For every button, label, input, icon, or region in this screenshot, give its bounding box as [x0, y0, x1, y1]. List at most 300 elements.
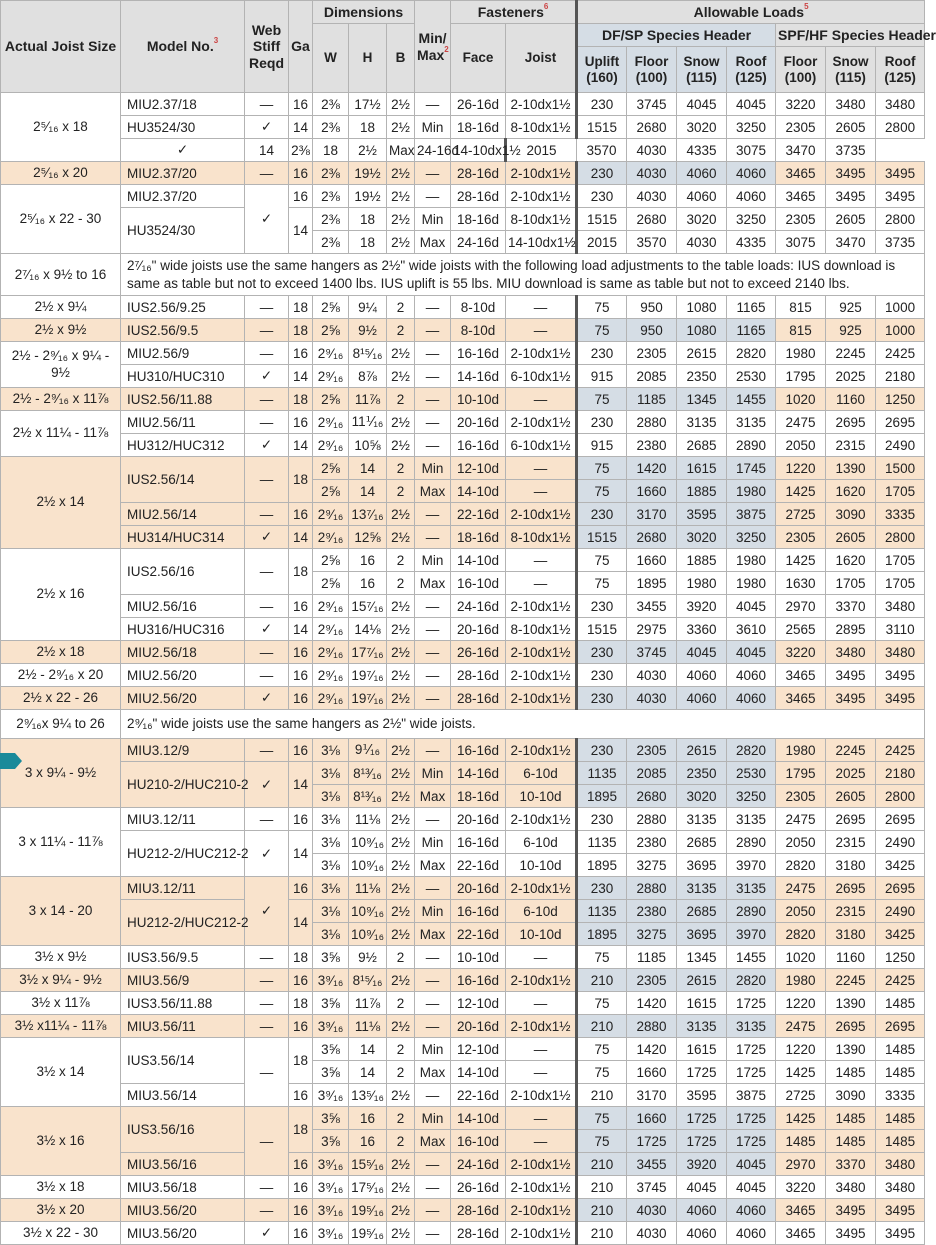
- spf-roof-cell: 2800: [876, 116, 925, 139]
- gauge-cell: 14: [289, 831, 313, 877]
- df-floor-cell: 4030: [627, 185, 677, 208]
- width-cell: 2⁹⁄₁₆: [313, 342, 349, 365]
- df-snow-cell: 1885: [677, 549, 727, 572]
- bearing-cell: 2½: [387, 1222, 415, 1245]
- min-max-cell: Max: [415, 231, 451, 254]
- df-roof-cell: 1725: [727, 1038, 776, 1061]
- spf-roof-cell: 3495: [876, 687, 925, 710]
- df-floor-cell: 1420: [627, 1038, 677, 1061]
- web-stiffener-cell: —: [245, 992, 289, 1015]
- df-uplift-cell: 1515: [577, 116, 627, 139]
- face-fastener-cell: 10-10d: [451, 946, 506, 969]
- df-floor-cell: 1420: [627, 457, 677, 480]
- spf-roof-cell: 1705: [876, 480, 925, 503]
- joist-size-cell: 2⁷⁄₁₆ x 9½ to 16: [1, 254, 121, 296]
- df-snow-cell: 3020: [677, 526, 727, 549]
- df-snow-cell: 2685: [677, 434, 727, 457]
- spf-floor-cell: 2820: [776, 854, 826, 877]
- df-snow-cell: 1980: [677, 572, 727, 595]
- joist-fastener-cell: —: [506, 480, 577, 503]
- width-cell: 3⁹⁄₁₆: [313, 1153, 349, 1176]
- height-cell: 8¹⁵⁄₁₆: [349, 342, 387, 365]
- df-snow-cell: 4030: [627, 139, 677, 162]
- bearing-cell: 2½: [387, 434, 415, 457]
- gauge-cell: 14: [289, 434, 313, 457]
- table-body: [1, 93, 925, 1245]
- col-allowable-loads: Allowable Loads$^5$: [577, 1, 925, 24]
- df-roof-cell: 2530: [727, 365, 776, 388]
- gauge-cell: 14: [289, 618, 313, 641]
- spf-roof-cell: 3480: [876, 1153, 925, 1176]
- bearing-cell: 2½: [387, 854, 415, 877]
- model-number-cell: HU316/HUC316: [121, 618, 245, 641]
- spf-snow-cell: 1160: [826, 388, 876, 411]
- table-row: [1, 342, 925, 365]
- bearing-cell: 2½: [387, 664, 415, 687]
- col-ga: Ga: [289, 1, 313, 93]
- min-max-cell: —: [415, 342, 451, 365]
- model-number-cell: IUS3.56/14: [121, 1038, 245, 1084]
- joist-fastener-cell: 14-10dx1½: [506, 231, 577, 254]
- bearing-cell: 2: [387, 1061, 415, 1084]
- width-cell: 2⅝: [313, 296, 349, 319]
- df-floor-cell: 2975: [627, 618, 677, 641]
- model-number-cell: HU210-2/HUC210-2: [121, 762, 245, 808]
- spf-roof-cell: 3110: [876, 618, 925, 641]
- face-fastener-cell: 22-16d: [451, 503, 506, 526]
- web-stiffener-cell: —: [245, 1176, 289, 1199]
- bearing-cell: 2: [387, 1038, 415, 1061]
- table-row: [1, 1038, 925, 1061]
- web-stiffener-cell: —: [245, 739, 289, 762]
- face-fastener-cell: 22-16d: [451, 854, 506, 877]
- joist-size-cell: 2½ x 16: [1, 549, 121, 641]
- height-cell: 14: [349, 1061, 387, 1084]
- df-floor-cell: 3745: [627, 1176, 677, 1199]
- df-snow-cell: 1885: [677, 480, 727, 503]
- joist-fastener-cell: —: [506, 946, 577, 969]
- joist-size-cell: 3 x 9¼ - 9½: [1, 739, 121, 808]
- spf-roof-cell: 3480: [876, 93, 925, 116]
- df-floor-cell: 1660: [627, 549, 677, 572]
- model-number-cell: HU3524/30: [121, 208, 245, 254]
- spf-roof-cell: 2425: [876, 969, 925, 992]
- df-uplift-cell: 230: [577, 664, 627, 687]
- height-cell: 9½: [349, 319, 387, 342]
- min-max-cell: Max: [415, 480, 451, 503]
- df-uplift-cell: 230: [577, 93, 627, 116]
- model-number-cell: MIU2.56/16: [121, 595, 245, 618]
- df-roof-cell: 2820: [727, 739, 776, 762]
- spf-snow-cell: 3495: [826, 1222, 876, 1245]
- spf-snow-cell: 2245: [826, 969, 876, 992]
- face-fastener-cell: 22-16d: [451, 923, 506, 946]
- joist-fastener-cell: 2-10dx1½: [506, 687, 577, 710]
- spf-roof-cell: 1485: [876, 1107, 925, 1130]
- table-row: [1, 185, 925, 208]
- width-cell: 2⁹⁄₁₆: [313, 595, 349, 618]
- df-snow-cell: 4060: [677, 185, 727, 208]
- df-snow-cell: 2615: [677, 342, 727, 365]
- df-floor-cell: 4030: [627, 687, 677, 710]
- df-roof-cell: 4060: [727, 162, 776, 185]
- table-row: [1, 595, 925, 618]
- df-floor-cell: 950: [627, 319, 677, 342]
- df-uplift-cell: 230: [577, 641, 627, 664]
- spf-floor-cell: 2050: [776, 831, 826, 854]
- df-uplift-cell: 915: [577, 365, 627, 388]
- col-h: H: [349, 24, 387, 93]
- df-uplift-cell: 210: [577, 1084, 627, 1107]
- height-cell: 11⅛: [349, 1015, 387, 1038]
- min-max-cell: Min: [415, 762, 451, 785]
- df-uplift-cell: 2015: [577, 231, 627, 254]
- height-cell: 9½: [349, 946, 387, 969]
- df-roof-cell: 2890: [727, 900, 776, 923]
- joist-fastener-cell: —: [506, 572, 577, 595]
- table-row: [1, 687, 925, 710]
- width-cell: 3⁹⁄₁₆: [313, 1015, 349, 1038]
- df-snow-cell: 2615: [677, 739, 727, 762]
- spf-floor-cell: 1425: [776, 549, 826, 572]
- face-fastener-cell: 16-16d: [451, 739, 506, 762]
- col-model-no: Model No.$^3$: [121, 1, 245, 93]
- width-cell: 3⁹⁄₁₆: [313, 1222, 349, 1245]
- spf-floor-cell: 2050: [776, 900, 826, 923]
- min-max-cell: —: [415, 1176, 451, 1199]
- df-uplift-cell: 75: [577, 549, 627, 572]
- joist-fastener-cell: —: [506, 1107, 577, 1130]
- model-number-cell: MIU2.56/18: [121, 641, 245, 664]
- web-stiffener-cell: —: [245, 664, 289, 687]
- joist-fastener-cell: 2-10dx1½: [506, 342, 577, 365]
- bearing-cell: 2½: [387, 411, 415, 434]
- spf-roof-cell: 1500: [876, 457, 925, 480]
- bearing-cell: 2½: [387, 93, 415, 116]
- height-cell: 14: [349, 480, 387, 503]
- face-fastener-cell: 18-16d: [451, 116, 506, 139]
- face-fastener-cell: 12-10d: [451, 992, 506, 1015]
- df-snow-cell: 4060: [677, 162, 727, 185]
- spf-snow-cell: 3470: [826, 231, 876, 254]
- bearing-cell: 2½: [387, 526, 415, 549]
- gauge-cell: 14: [289, 208, 313, 254]
- table-row: [1, 969, 925, 992]
- joist-size-cell: 2½ - 2⁹⁄₁₆ x 11⅞: [1, 388, 121, 411]
- model-number-cell: MIU3.12/11: [121, 808, 245, 831]
- height-cell: 19⁵⁄₁₆: [349, 1199, 387, 1222]
- joist-fastener-cell: 14-10dx1½: [451, 139, 506, 162]
- gauge-cell: 16: [289, 1153, 313, 1176]
- joist-fastener-cell: 2-10dx1½: [506, 1199, 577, 1222]
- face-fastener-cell: 8-10d: [451, 319, 506, 342]
- df-snow-cell: 1080: [677, 296, 727, 319]
- df-floor-cell: 4030: [627, 1222, 677, 1245]
- bearing-cell: 2½: [387, 116, 415, 139]
- gauge-cell: 16: [289, 93, 313, 116]
- width-cell: 2⁹⁄₁₆: [313, 434, 349, 457]
- model-number-cell: IUS2.56/9.25: [121, 296, 245, 319]
- df-roof-cell: 2820: [727, 969, 776, 992]
- spf-roof-cell: 2180: [876, 365, 925, 388]
- joist-fastener-cell: 2-10dx1½: [506, 595, 577, 618]
- height-cell: 15⁷⁄₁₆: [349, 595, 387, 618]
- model-number-cell: MIU3.56/18: [121, 1176, 245, 1199]
- bearing-cell: 2½: [387, 739, 415, 762]
- df-snow-cell: 3020: [677, 208, 727, 231]
- model-number-cell: MIU2.56/14: [121, 503, 245, 526]
- df-uplift-cell: 75: [577, 457, 627, 480]
- df-roof-cell: 4045: [727, 1153, 776, 1176]
- spf-floor-cell: 3465: [776, 185, 826, 208]
- spf-floor-cell: 2820: [776, 923, 826, 946]
- min-max-cell: Max: [415, 572, 451, 595]
- bearing-cell: 2: [387, 296, 415, 319]
- df-roof-cell: 4060: [727, 1222, 776, 1245]
- joist-fastener-cell: 2-10dx1½: [506, 93, 577, 116]
- spf-floor-cell: 3075: [776, 231, 826, 254]
- joist-size-cell: 3 x 14 - 20: [1, 877, 121, 946]
- spf-snow-cell: 1485: [826, 1107, 876, 1130]
- joist-size-cell: 2½ - 2⁹⁄₁₆ x 9¼ - 9½: [1, 342, 121, 388]
- spf-floor-cell: 1425: [776, 1061, 826, 1084]
- bearing-cell: 2½: [387, 1153, 415, 1176]
- joist-size-cell: 3½ x 20: [1, 1199, 121, 1222]
- min-max-cell: —: [415, 877, 451, 900]
- df-snow-cell: 1725: [677, 1061, 727, 1084]
- table-row: [1, 1107, 925, 1130]
- joist-fastener-cell: —: [506, 388, 577, 411]
- df-uplift-cell: 75: [577, 388, 627, 411]
- spf-snow-cell: 1485: [826, 1061, 876, 1084]
- spf-floor-cell: 2305: [776, 526, 826, 549]
- model-number-cell: MIU3.12/11: [121, 877, 245, 900]
- df-roof-cell: 2890: [727, 831, 776, 854]
- width-cell: 3⅝: [313, 1038, 349, 1061]
- df-uplift-cell: 75: [577, 992, 627, 1015]
- bearing-cell: 2½: [387, 969, 415, 992]
- joist-fastener-cell: —: [506, 1061, 577, 1084]
- face-fastener-cell: 28-16d: [451, 162, 506, 185]
- bearing-cell: 2: [387, 572, 415, 595]
- height-cell: 16: [349, 1107, 387, 1130]
- joist-fastener-cell: 2-10dx1½: [506, 877, 577, 900]
- joist-fastener-cell: 10-10d: [506, 923, 577, 946]
- width-cell: 3⅛: [313, 900, 349, 923]
- spf-snow-cell: 2245: [826, 739, 876, 762]
- df-floor-cell: 1895: [627, 572, 677, 595]
- web-stiffener-cell: —: [245, 1015, 289, 1038]
- face-fastener-cell: 20-16d: [451, 808, 506, 831]
- gauge-cell: 18: [289, 549, 313, 595]
- df-uplift-cell: 1515: [577, 618, 627, 641]
- joist-fastener-cell: —: [506, 1038, 577, 1061]
- height-cell: 11⅞: [349, 388, 387, 411]
- joist-size-cell: 3 x 11¼ - 11⅞: [1, 808, 121, 877]
- df-uplift-cell: 2015: [506, 139, 577, 162]
- face-fastener-cell: 20-16d: [451, 618, 506, 641]
- df-roof-cell: 2530: [727, 762, 776, 785]
- min-max-cell: Min: [415, 831, 451, 854]
- width-cell: 2⅝: [313, 388, 349, 411]
- joist-fastener-cell: 2-10dx1½: [506, 739, 577, 762]
- width-cell: 2⅝: [313, 457, 349, 480]
- spf-floor-cell: 1795: [776, 762, 826, 785]
- df-roof-cell: 4060: [727, 664, 776, 687]
- spf-roof-cell: 1000: [876, 319, 925, 342]
- joist-fastener-cell: 2-10dx1½: [506, 1176, 577, 1199]
- face-fastener-cell: 28-16d: [451, 664, 506, 687]
- model-number-cell: MIU3.56/16: [121, 1153, 245, 1176]
- df-uplift-cell: 1895: [577, 785, 627, 808]
- col-df-roof: Roof (125): [727, 47, 776, 93]
- df-floor-cell: 1420: [627, 992, 677, 1015]
- spf-snow-cell: 3470: [776, 139, 826, 162]
- table-row: [1, 992, 925, 1015]
- bearing-cell: 2½: [387, 595, 415, 618]
- spf-roof-cell: 1485: [876, 1061, 925, 1084]
- table-row: [1, 526, 925, 549]
- face-fastener-cell: 10-10d: [451, 388, 506, 411]
- face-fastener-cell: 18-16d: [451, 208, 506, 231]
- web-stiffener-cell: —: [245, 1107, 289, 1176]
- col-df-floor: Floor (100): [627, 47, 677, 93]
- height-cell: 10⅝: [349, 434, 387, 457]
- width-cell: 2⁹⁄₁₆: [313, 411, 349, 434]
- df-snow-cell: 4045: [677, 1176, 727, 1199]
- joist-size-cell: 3½ x 22 - 30: [1, 1222, 121, 1245]
- df-snow-cell: 2685: [677, 900, 727, 923]
- df-roof-cell: 4060: [727, 185, 776, 208]
- gauge-cell: 18: [289, 296, 313, 319]
- min-max-cell: Min: [415, 1038, 451, 1061]
- gauge-cell: 16: [289, 1084, 313, 1107]
- table-row: [1, 93, 925, 116]
- height-cell: 14⅛: [349, 618, 387, 641]
- model-number-cell: MIU3.56/11: [121, 1015, 245, 1038]
- web-stiffener-cell: ✓: [245, 434, 289, 457]
- joist-fastener-cell: 6-10dx1½: [506, 434, 577, 457]
- spf-floor-cell: 1980: [776, 969, 826, 992]
- height-cell: 8¹³⁄₁₆: [349, 785, 387, 808]
- face-fastener-cell: 16-16d: [451, 434, 506, 457]
- spf-snow-cell: 1390: [826, 1038, 876, 1061]
- width-cell: 3⅝: [313, 1061, 349, 1084]
- spf-snow-cell: 2605: [826, 116, 876, 139]
- face-fastener-cell: 8-10d: [451, 296, 506, 319]
- df-uplift-cell: 75: [577, 319, 627, 342]
- spf-roof-cell: 2180: [876, 762, 925, 785]
- web-stiffener-cell: —: [245, 1199, 289, 1222]
- spf-snow-cell: 2025: [826, 365, 876, 388]
- joist-fastener-cell: 2-10dx1½: [506, 1015, 577, 1038]
- df-roof-cell: 1455: [727, 388, 776, 411]
- width-cell: 2⅜: [313, 116, 349, 139]
- gauge-cell: 14: [289, 116, 313, 139]
- df-snow-cell: 1615: [677, 992, 727, 1015]
- df-floor-cell: 3275: [627, 854, 677, 877]
- joist-fastener-cell: 6-10d: [506, 831, 577, 854]
- min-max-cell: Max: [387, 139, 415, 162]
- df-uplift-cell: 75: [577, 1038, 627, 1061]
- min-max-cell: Max: [415, 785, 451, 808]
- df-snow-cell: 4030: [677, 231, 727, 254]
- df-snow-cell: 3695: [677, 923, 727, 946]
- width-cell: 2⅝: [313, 319, 349, 342]
- gauge-cell: 18: [289, 1038, 313, 1084]
- spf-floor-cell: 1220: [776, 1038, 826, 1061]
- df-roof-cell: 2890: [727, 434, 776, 457]
- min-max-cell: Max: [415, 854, 451, 877]
- df-roof-cell: 3250: [727, 526, 776, 549]
- df-roof-cell: 3135: [727, 1015, 776, 1038]
- df-uplift-cell: 1895: [577, 854, 627, 877]
- df-floor-cell: 3745: [627, 641, 677, 664]
- df-roof-cell: 4045: [727, 93, 776, 116]
- height-cell: 19⁷⁄₁₆: [349, 687, 387, 710]
- width-cell: 3⅛: [313, 854, 349, 877]
- spf-roof-cell: 3480: [876, 1176, 925, 1199]
- joist-size-cell: 3½ x 9½: [1, 946, 121, 969]
- df-uplift-cell: 1135: [577, 900, 627, 923]
- df-snow-cell: 1725: [677, 1107, 727, 1130]
- gauge-cell: 18: [289, 388, 313, 411]
- table-header: [1, 1, 936, 93]
- min-max-cell: —: [415, 1015, 451, 1038]
- bearing-cell: 2: [387, 319, 415, 342]
- face-fastener-cell: 20-16d: [451, 877, 506, 900]
- spf-snow-cell: 925: [826, 319, 876, 342]
- table-row: [1, 116, 925, 139]
- joist-fastener-cell: —: [506, 457, 577, 480]
- col-joist: Joist: [506, 24, 577, 93]
- face-fastener-cell: 26-16d: [451, 641, 506, 664]
- model-number-cell: MIU2.37/18: [121, 93, 245, 116]
- df-uplift-cell: 230: [577, 411, 627, 434]
- df-uplift-cell: 75: [577, 1107, 627, 1130]
- spf-floor-cell: 2050: [776, 434, 826, 457]
- height-cell: 11⅛: [349, 877, 387, 900]
- df-floor-cell: 1185: [627, 946, 677, 969]
- spf-roof-cell: 3495: [876, 1222, 925, 1245]
- col-df-snow: Snow (115): [677, 47, 727, 93]
- spf-snow-cell: 3495: [826, 185, 876, 208]
- table-row: [1, 162, 925, 185]
- table-row: [1, 1084, 925, 1107]
- df-uplift-cell: 210: [577, 1176, 627, 1199]
- model-number-cell: IUS2.56/11.88: [121, 388, 245, 411]
- web-stiffener-cell: —: [245, 457, 289, 503]
- df-snow-cell: 4060: [677, 664, 727, 687]
- spf-roof-cell: 2800: [876, 785, 925, 808]
- joist-size-cell: 3½ x 9¼ - 9½: [1, 969, 121, 992]
- bearing-cell: 2½: [349, 139, 387, 162]
- spf-roof-cell: 2695: [876, 808, 925, 831]
- bearing-cell: 2: [387, 388, 415, 411]
- df-floor-cell: 2680: [627, 208, 677, 231]
- spf-snow-cell: 3495: [826, 664, 876, 687]
- spf-snow-cell: 1160: [826, 946, 876, 969]
- df-floor-cell: 2305: [627, 739, 677, 762]
- joist-fastener-cell: 8-10dx1½: [506, 526, 577, 549]
- spf-roof-cell: 1705: [876, 549, 925, 572]
- spf-snow-cell: 925: [826, 296, 876, 319]
- df-roof-cell: 4335: [727, 231, 776, 254]
- df-floor-cell: 2880: [627, 808, 677, 831]
- col-min-max: Min/ Max$^2$: [415, 1, 451, 93]
- df-snow-cell: 4060: [677, 1222, 727, 1245]
- table-row: [1, 208, 925, 231]
